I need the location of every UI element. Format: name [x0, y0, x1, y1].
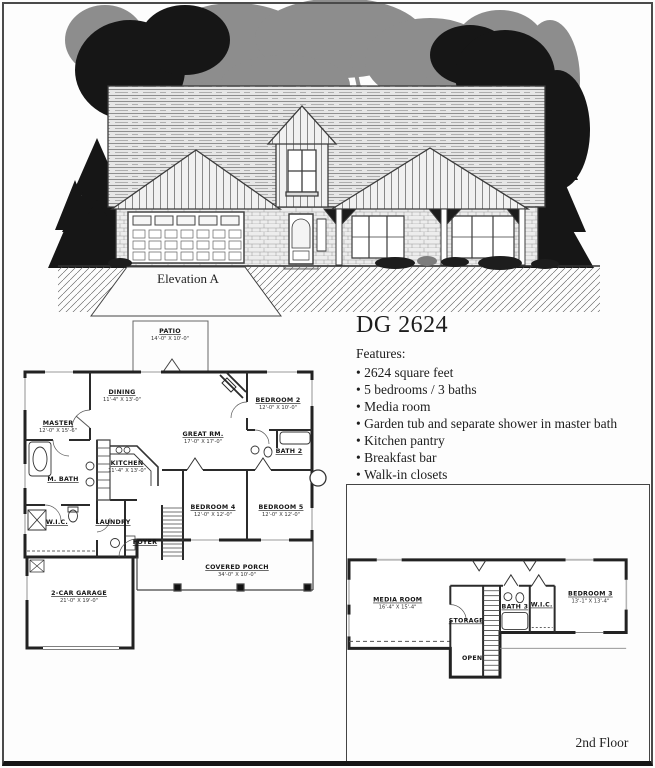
room-label-master: MASTER [42, 420, 74, 427]
room-label-bath3: BATH 3 [501, 603, 529, 611]
second-floor-plan [347, 485, 649, 762]
room-label-foyer: FOYER [132, 539, 158, 546]
room-dims-great-rm: 17'-0" X 17'-0" [183, 439, 223, 445]
feature-item: • Garden tub and separate shower in master bath [356, 415, 650, 432]
room-dims-master: 12'-0" X 15'-6" [38, 428, 78, 434]
first-floor-plan [15, 318, 345, 698]
room-dims-bedroom2: 12'-0" X 10'-0" [258, 405, 298, 411]
room-label-garage: 2-CAR GARAGE [51, 590, 107, 597]
room-dims-dining: 11'-4" X 13'-0" [102, 397, 142, 403]
feature-item: • Kitchen pantry [356, 432, 650, 449]
room-label-bedroom3: BEDROOM 3 [568, 590, 613, 598]
room-dims-garage: 21'-0" X 19'-0" [59, 598, 99, 604]
room-label-patio: PATIO [159, 328, 181, 335]
room-dims-kitchen: 11'-4" X 13'-0" [107, 468, 147, 474]
elevation-drawing [0, 0, 655, 320]
title-block [356, 312, 650, 483]
feature-item: • 5 bedrooms / 3 baths [356, 381, 650, 398]
feature-item: • 2624 square feet [356, 364, 650, 381]
room-dims-patio: 14'-0" X 10'-0" [150, 336, 190, 342]
room-label-wic: W.I.C. [45, 519, 69, 526]
second-floor-caption: 2nd Floor [575, 735, 629, 750]
feature-item: • Breakfast bar [356, 449, 650, 466]
room-dims-bedroom5: 12'-0" X 12'-0" [261, 512, 301, 518]
room-label-great-rm: GREAT RM. [182, 431, 224, 438]
room-dims-bedroom3: 13'-1" X 13'-4" [571, 598, 610, 605]
room-label-bedroom2: BEDROOM 2 [255, 397, 301, 404]
room-label-storage: STORAGE [448, 617, 484, 625]
room-dims-media: 16'-4" X 15'-4" [378, 604, 417, 611]
room-dims-bedroom4: 12'-0" X 12'-0" [193, 512, 233, 518]
room-label-laundry: LAUNDRY [95, 519, 131, 526]
house-elevation [108, 86, 545, 269]
room-label-bedroom4: BEDROOM 4 [190, 504, 236, 511]
features-heading: Features: [356, 346, 406, 361]
feature-item: • Walk-in closets [356, 466, 650, 483]
exterior-walls-2f [349, 560, 626, 677]
garage-door [128, 212, 244, 263]
feature-item: • Media room [356, 398, 650, 415]
second-floor-box [346, 484, 650, 763]
room-label-media: MEDIA ROOM [373, 596, 423, 604]
room-label-bedroom5: BEDROOM 5 [258, 504, 304, 511]
plan-title: DG 2624 [356, 312, 449, 338]
room-label-kitchen: KITCHEN [110, 460, 144, 467]
room-label-mbath: M. BATH [47, 476, 79, 483]
room-dims-porch: 34'-0" X 10'-0" [217, 572, 257, 578]
features-list [356, 364, 650, 483]
elevation-caption: Elevation A [157, 271, 219, 286]
room-label-bath2: BATH 2 [275, 448, 303, 455]
room-label-dining: DINING [108, 389, 136, 396]
room-label-porch: COVERED PORCH [205, 564, 269, 571]
room-label-wic2: W.I.C. [530, 601, 553, 609]
room-label-open: OPEN [461, 655, 483, 663]
